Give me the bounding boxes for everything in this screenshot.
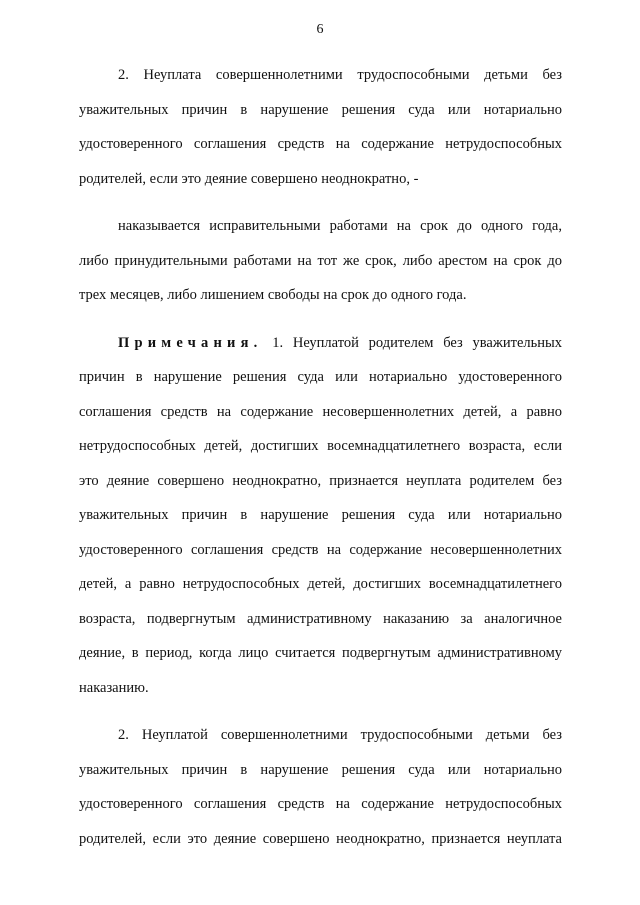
text-line: уважительных причин в нарушение решения суда или нотариально xyxy=(79,507,562,523)
text-line: удостоверенного соглашения средств на содержание несовершеннолетних xyxy=(79,541,562,558)
paragraph-gap xyxy=(79,712,562,725)
text-line: уважительных причин в нарушение решения суда или нотариально xyxy=(79,761,562,778)
text-line: наказывается исправительными работами на срок до одного года, xyxy=(118,218,562,234)
text-line: уважительных причин в нарушение решения суда или нотариально xyxy=(79,101,562,118)
notes-heading: Примечания. xyxy=(118,334,263,351)
text-line: причин в нарушение решения суда или нотариально удостоверенного xyxy=(79,369,562,385)
text-line: 2. Неуплата совершеннолетними трудоспособными детьми без xyxy=(118,67,562,83)
paragraph-notes-2 xyxy=(79,725,562,863)
text-line: 2. Неуплатой совершеннолетними трудоспособными детьми без xyxy=(118,727,562,743)
text-line: нетрудоспособных детей, достигших восемнадцатилетнего возраста, если xyxy=(79,438,562,454)
paragraph-gap xyxy=(79,203,562,216)
text-line: возраста, подвергнутым административному наказанию за аналогичное xyxy=(79,610,562,627)
text-line: это деяние совершено неоднократно, признается неуплата родителем без xyxy=(79,472,562,489)
document-body xyxy=(79,65,562,863)
text-line: соглашения средств на содержание несовершеннолетних детей, а равно xyxy=(79,403,562,420)
notes-first-line: 1. Неуплатой родителем без уважительных xyxy=(272,334,563,351)
paragraph-gap xyxy=(79,320,562,333)
text-line: наказанию. xyxy=(79,679,149,696)
text-line: родителей, если это деяние совершено неоднократно, - xyxy=(79,170,419,187)
paragraph-notes-1 xyxy=(79,333,562,713)
paragraph-punishment xyxy=(79,216,562,320)
text-line xyxy=(79,333,562,368)
page-number: 6 xyxy=(316,22,324,37)
text-line: детей, а равно нетрудоспособных детей, достигших восемнадцатилетнего xyxy=(79,576,562,592)
text-line: трех месяцев, либо лишением свободы на срок до одного года. xyxy=(79,287,467,303)
text-line: удостоверенного соглашения средств на содержание нетрудоспособных xyxy=(79,796,562,812)
paragraph-part-2-offense xyxy=(79,65,562,203)
text-line: деяние, в период, когда лицо считается подвергнутым административному xyxy=(79,645,562,661)
text-line: либо принудительными работами на тот же срок, либо арестом на срок до xyxy=(79,252,562,269)
text-line: удостоверенного соглашения средств на содержание нетрудоспособных xyxy=(79,136,562,152)
text-line: родителей, если это деяние совершено неоднократно, признается неуплата xyxy=(79,830,562,847)
